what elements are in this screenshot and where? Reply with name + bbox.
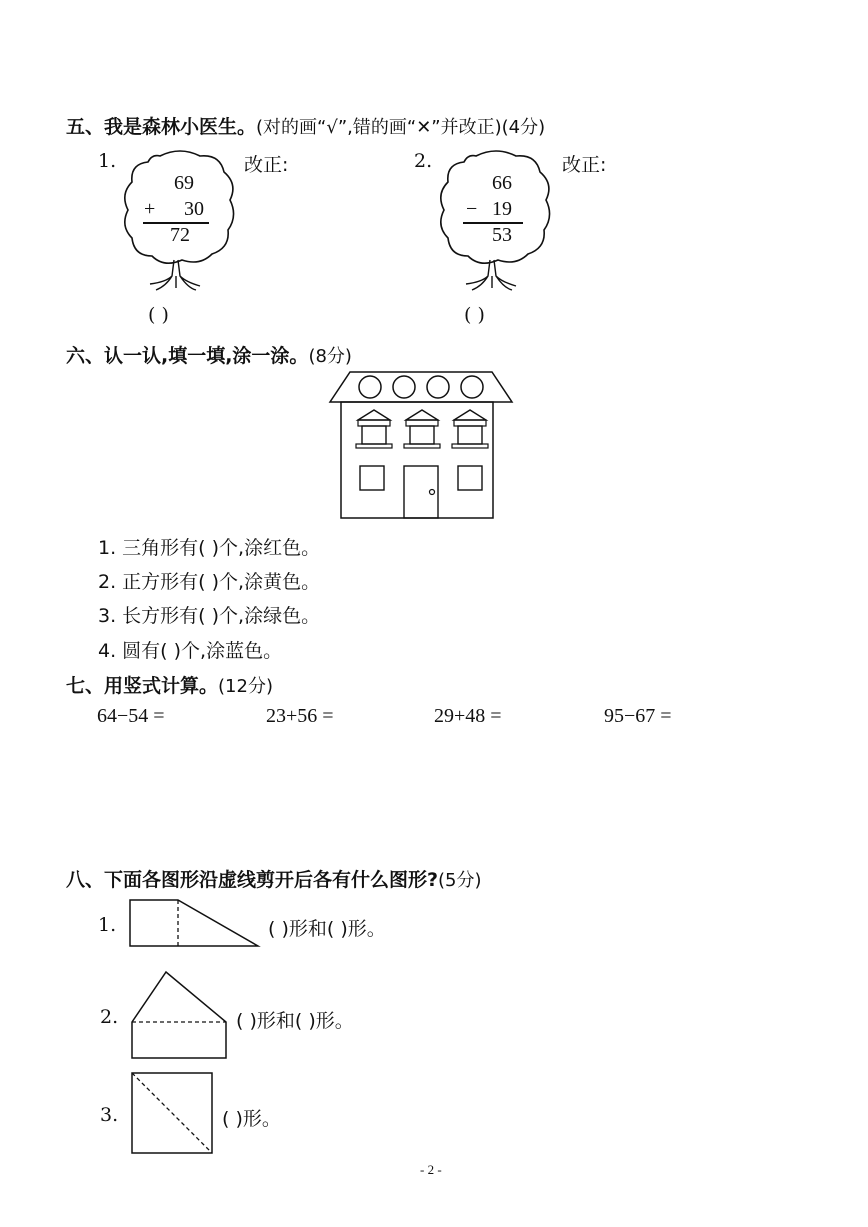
section-6-heading	[66, 341, 352, 368]
problem-1-bottom: 30	[184, 198, 204, 220]
calc-problem-1[interactable]: 64−54 =	[97, 705, 165, 727]
section-7-heading	[66, 671, 273, 698]
calc-problem-2[interactable]: 23+56 =	[266, 705, 334, 727]
problem-2-number: 2.	[414, 150, 433, 172]
problem-2-operator: −	[466, 198, 478, 220]
problem-2-top: 66	[492, 172, 512, 194]
section-6-item-4[interactable]: 4. 圆有( )个,涂蓝色。	[98, 640, 283, 662]
section-6-note: (8分)	[308, 346, 352, 367]
section-6-item-3[interactable]: 3. 长方形有( )个,涂绿色。	[98, 605, 321, 627]
section-6-item-2[interactable]: 2. 正方形有( )个,涂黄色。	[98, 571, 321, 593]
section-8-heading	[66, 865, 482, 892]
section-8-item-1-number: 1.	[98, 914, 117, 936]
house-figure	[328, 370, 514, 522]
problem-2-fix-label: 改正:	[562, 154, 607, 176]
section-8-item-2-answer[interactable]: ( )形和( )形。	[236, 1010, 354, 1032]
cut-shape-1	[128, 898, 262, 950]
problem-2-answer[interactable]: ( )	[464, 304, 485, 326]
problem-1-operator: +	[144, 198, 156, 220]
cut-shape-3	[130, 1071, 216, 1155]
problem-2-result: 53	[492, 224, 512, 246]
problem-1-result: 72	[170, 224, 190, 246]
problem-1-fix-label: 改正:	[244, 154, 289, 176]
section-8-title: 八、下面各图形沿虚线剪开后各有什么图形?	[66, 869, 439, 891]
section-6-item-1[interactable]: 1. 三角形有( )个,涂红色。	[98, 537, 321, 559]
problem-1-top: 69	[174, 172, 194, 194]
calc-problem-4[interactable]: 95−67 =	[604, 705, 672, 727]
problem-2-bottom: 19	[492, 198, 512, 220]
section-8-item-3-answer[interactable]: ( )形。	[222, 1108, 281, 1130]
page-number: - 2 -	[420, 1162, 442, 1177]
section-5-heading	[66, 112, 545, 139]
problem-1-answer[interactable]: ( )	[148, 304, 169, 326]
calc-problem-3[interactable]: 29+48 =	[434, 705, 502, 727]
section-8-item-3-number: 3.	[100, 1104, 119, 1126]
section-5-note: (对的画“√”,错的画“✕”并改正)(4分)	[256, 117, 546, 138]
section-8-item-2-number: 2.	[100, 1006, 119, 1028]
section-7-note: (12分)	[218, 676, 273, 697]
problem-1-number: 1.	[98, 150, 117, 172]
section-8-item-1-answer[interactable]: ( )形和( )形。	[268, 918, 386, 940]
section-7-title: 七、用竖式计算。	[66, 675, 219, 697]
cut-shape-2	[130, 970, 230, 1060]
section-8-note: (5分)	[438, 870, 482, 891]
section-6-title: 六、认一认,填一填,涂一涂。	[66, 345, 309, 367]
section-5-title: 五、我是森林小医生。	[66, 116, 257, 138]
